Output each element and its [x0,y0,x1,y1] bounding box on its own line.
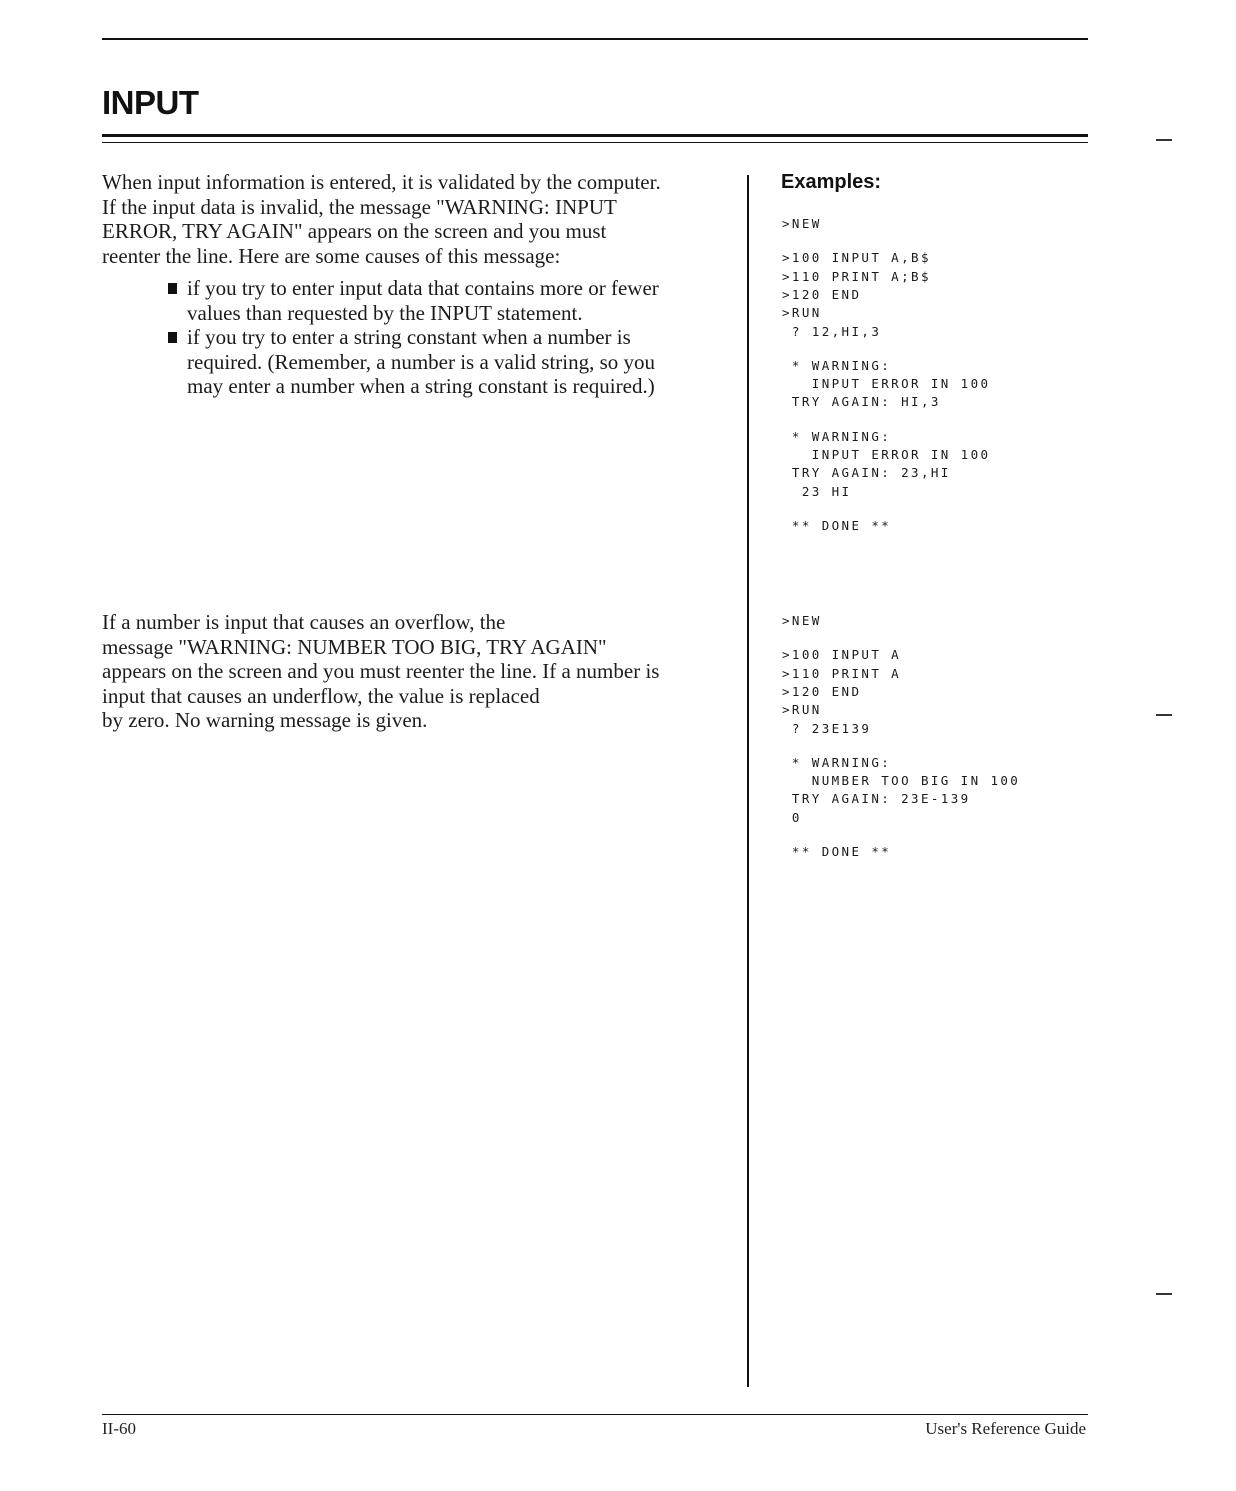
list-item [167,276,737,325]
code-line: >120 END [782,286,862,302]
title-rule-thin [102,142,1088,143]
text-line: ERROR, TRY AGAIN" appears on the screen and you must [102,219,607,243]
code-line: >110 PRINT A [782,665,902,681]
code-line: >100 INPUT A,B$ [782,250,931,266]
column-divider [747,175,749,1387]
code-line: ? 12,HI,3 [782,323,882,339]
code-line: ** DONE ** [782,844,892,859]
footer-guide-title: User's Reference Guide [925,1419,1086,1438]
text-line: values than requested by the INPUT statement. [187,300,583,325]
code-line: * WARNING: [782,428,892,444]
text-line: if you try to enter input data that contains more or fewer [187,276,659,300]
code-line: >120 END [782,683,862,699]
code-line: NUMBER TOO BIG IN 100 [782,773,1021,789]
cause-list [167,276,737,399]
code-line: >110 PRINT A;B$ [782,268,931,284]
text-line: If the input data is invalid, the message "WARNING: INPUT [102,194,617,219]
code-line: TRY AGAIN: 23E-139 [782,791,971,807]
edge-mark [1156,714,1172,716]
overflow-paragraph [102,610,659,733]
text-line: reenter the line. Here are some causes of this message: [102,243,561,268]
page-number: II-60 [102,1419,136,1438]
text-line: required. (Remember, a number is a valid string, so you [187,349,656,374]
edge-mark [1156,139,1172,141]
code-line: >RUN [782,305,822,321]
text-line: When input information is entered, it is validated by the computer. [102,170,661,194]
intro-paragraph [102,170,661,268]
title-rule-thick [102,134,1088,137]
code-line: >100 INPUT A [782,647,902,663]
code-line: TRY AGAIN: HI,3 [782,394,941,410]
text-line: if you try to enter a string constant when a number is [187,325,631,349]
top-rule [102,38,1088,40]
footer-rule [102,1414,1088,1415]
code-line: >RUN [782,702,822,718]
code-line: INPUT ERROR IN 100 [782,447,991,462]
code-line: >NEW [782,613,822,628]
text-line: may enter a number when a string constant is required.) [187,374,655,398]
code-line: INPUT ERROR IN 100 [782,376,991,392]
text-line: appears on the screen and you must reenter the line. If a number is [102,659,660,683]
code-line: TRY AGAIN: 23,HI [782,465,951,481]
examples-heading: Examples: [781,171,882,193]
text-line: by zero. No warning message is given. [102,708,428,732]
code-line: * WARNING: [782,754,892,770]
code-line: >NEW [782,216,822,231]
bullet-icon [168,332,177,343]
page-title: INPUT [102,84,199,121]
code-line: 0 [782,809,802,825]
edge-mark [1156,1293,1172,1295]
code-line: 23 HI [782,483,852,499]
code-line: ** DONE ** [782,517,892,533]
code-line: * WARNING: [782,357,892,373]
text-line: input that causes an underflow, the value is replaced [102,683,540,708]
code-line: ? 23E139 [782,720,872,736]
list-item [167,325,737,399]
text-line: message "WARNING: NUMBER TOO BIG, TRY AGAIN" [102,634,607,659]
bullet-icon [168,283,177,294]
text-line: If a number is input that causes an overflow, the [102,610,506,634]
